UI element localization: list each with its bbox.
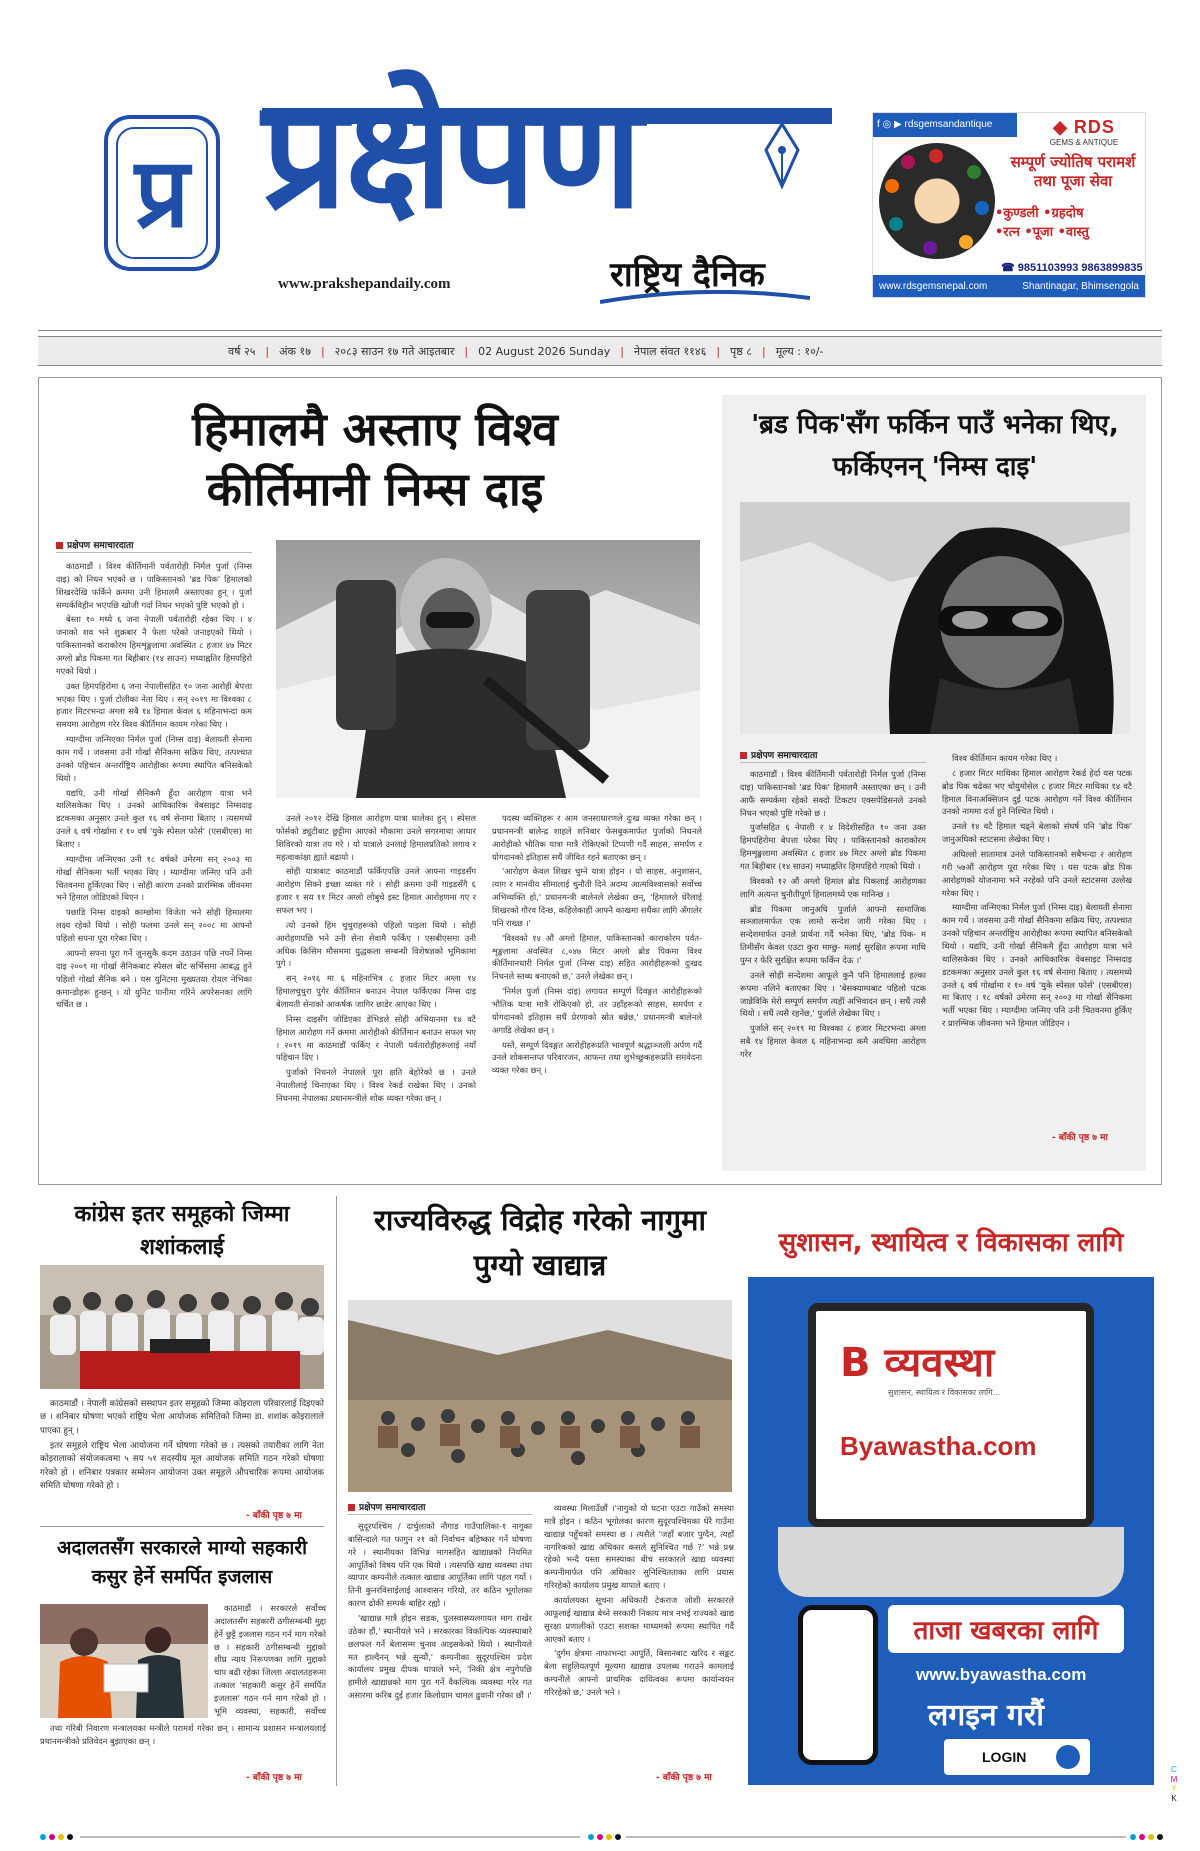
- court-body-narrow: काठमाडौं । सरकारले सर्वोच्च अदालतसँग सहकारी ठगीसम्बन्धी मुद्दा हेर्ने छुट्टै इजलास गठन गर्न माग गरेको छ । सहकारी ठगीसम्बन्धी मुद्दाको शीघ्र न्याय निरूपणका लागि मुद्दाको चाप बढी रहेका जिल्ला अदालतहरूमा तत्काल 'सहकारी कसुर हेर्ने समर्पित इजलास' गठन गर्न माग गरेको हो । भूमि व्यवस्था, सहकारी, सर्वोच्च: [214, 1603, 326, 1716]
- registration-dots-right: [1130, 1834, 1163, 1840]
- gems-brand-logo: ◆ RDS GEMS & ANTIQUE: [1049, 117, 1119, 147]
- english-date: 02 August 2026 Sunday: [478, 344, 611, 358]
- laptop-keyboard: [778, 1527, 1124, 1597]
- congress-headline[interactable]: कांग्रेस इतर समूहको जिम्मा शशांकलाई: [74, 1202, 290, 1260]
- court-handover-photo: [40, 1604, 208, 1718]
- byawastha-logo: B व्यवस्था: [840, 1340, 995, 1386]
- masthead-rule: [38, 330, 1162, 331]
- ad-address: Shantinagar, Bhimsengola: [1022, 280, 1139, 292]
- ad-footer: [873, 275, 1145, 297]
- ad-services: •कुण्डली •ग्रहदोष •रत्न •पूजा •वास्तु: [995, 206, 1089, 240]
- byawastha-tagline: सुशासन, स्थायित्व र विकासका लागि...: [888, 1388, 1001, 1397]
- lead-photo-climber: [276, 540, 700, 798]
- issue-info-strip: वर्ष २५ | अंक १७ | २०८३ साउन १७ गते आइतबार | 02 August 2026 Sunday | नेपाल संवत ११४६ | पृष्ठ ८ | मूल्य : १०/-: [38, 336, 1162, 366]
- congress-press-conference-photo: [40, 1265, 324, 1389]
- issue-number: अंक १७: [279, 344, 311, 358]
- pen-nib-icon: [760, 120, 804, 190]
- side-column-2: विश्व कीर्तिमान कायम गरेका थिए । ८ हजार मिटर माथिका हिमाल आरोहण रेकर्ड हेर्दा यस पटक ब्रोड पिक चढेका भए चोयुमोसेल ८ हजार मिटर माथिका १४ वटै हिमाल विनाअक्सिजन दुई पटक आरोहण गर्ने विश्व कीर्तिमान उनको नाममा दर्ज हुने निश्चित थियो । उनले १४ वटै हिमाल चढ्ने बेलाको संघर्ष पनि 'ब्रोड पिक' जानुअघिको स्टाटसमा लेखेका थिए । अघिल्लो सातामात्र उनले पाकिस्तानको सबैभन्दा २ आरोहण गरी ५७औं आरोहण पूरा गरेका थिए । यस पटक ब्रोड पिक आरोहणको योजनामा भने नरहेको पनि उनले स्टाटसमा उल्लेख गरेका थिए । म्याग्दीमा जन्मिएका निर्मल पुर्जा (निम्स दाइ) बेलायती सेनामा काम गर्थे । जवसमा उनी गोर्खा सैनिकमा सक्रिय थिए, तत्पश्चात उनको पहिचान अन्तर्राष्ट्रिय आरोहीका रूपमा स्थापित बनिसकेको थियो । यद्यपि, उनी गोर्खा सैनिकमै हुँदा आरोहण यात्रा भने थालिसकेका थिए । उनको आधिकारिक वेबसाइट निम्सदाइ डटकमका अनुसार उनले कुल १६ वर्ष सेनामा बिताए । त्यसमध्ये उनले ६ वर्ष गोर्खामा र १० वर्ष 'युके स्पेसल फोर्स' (एसबीएस) मा बिताए । १८ वर्षको उमेरमा सन् २००३ मा गोर्खा सैनिकमा भर्ती भएका थिए । म्याग्दीमा जन्मिए पनि उनी चितवनमा हुर्किए र प्रारम्भिक जीवनमा भने हिमाल जोडिएन ।: [942, 753, 1132, 1029]
- byawastha-url[interactable]: www.byawastha.com: [916, 1665, 1087, 1684]
- logo-glyph: प्र: [134, 137, 190, 249]
- congress-continued-link[interactable]: - बाँकी पृष्ठ ७ मा: [246, 1511, 302, 1521]
- ad-slogan: सुशासन, स्थायित्व र विकासका लागि: [748, 1205, 1154, 1277]
- khadya-village-photo: [348, 1300, 732, 1492]
- nepali-date: २०८३ साउन १७ गते आइतबार: [334, 344, 455, 358]
- gems-advert[interactable]: [872, 112, 1146, 298]
- court-body-wide: तथा गरिबी निवारण मन्त्रालयका मन्त्रीले परामर्श गरेका छन् । सामान्य प्रशासन मन्त्रालयलाई प्रधानमन्त्रीको प्रतिवेदन बुझाएका छन् ।: [40, 1723, 326, 1746]
- ad-phone-numbers: ☎ 9851103993 9863899835: [1001, 262, 1143, 274]
- login-call-to-action: लगइन गरौं: [928, 1698, 1044, 1733]
- side-continued-link[interactable]: - बाँकी पृष्ठ ७ मा: [1052, 1133, 1108, 1143]
- newspaper-title: प्रक्षेपण: [262, 68, 641, 242]
- side-photo-climber: [740, 502, 1130, 734]
- lead-column-3: पदस्थ व्यक्तिहरू र आम जनसाधारणले दुःख व्यक्त गरेका छन् । प्रधानमन्त्री बालेन्द्र शाहले शनिबार फेसबुकमार्फत पुर्जाको निधनले आरोहीको भौतिक यात्रा मात्रै रोकिएको टिप्पणी गर्दै साहस, समर्पण र योगदानको इतिहास सधैं जीवित रहने बताएका छन् । 'आरोहण केवल शिखर चुम्ने यात्रा होइन । यो साहस, अनुशासन, त्याग र मानवीय सीमालाई चुनौती दिने अदम्य आत्मविश्वासको सर्वोच्च अभिव्यक्ति हो,' प्रधानमन्त्री बालेनले लेखेका छन्, 'हिमालले धेरैलाई शिखरको गौरव दिन्छ, कहिलेकाहीं आफ्नै काखमा सधैंका लागि अँगालेर पनि राख्छ ।' 'विश्वको १४ औं अग्लो हिमाल, पाकिस्तानको काराकोरम पर्वत-शृङ्खलामा अवस्थित ८,०४७ मिटर अग्लो ब्रोड पिकमा विश्व कीर्तिमानधारी निर्मल पुर्जा (निम्स दाइ) सहित आरोहीहरूको दुःखद निधनले स्तब्ध बनाएको छ,' उनले लेखेका छन् । 'निर्मल पुर्जा (निम्स दाइ) लगायत सम्पूर्ण दिवङ्गत आरोहीहरूको भौतिक यात्रा मात्रै रोकिएको हो, तर उहाँहरूको साहस, समर्पण र योगदानको इतिहास सधैं प्रेरणाको स्रोत बन्नेछ,' प्रधानमन्त्री बालेनले अगाडि लेखेका छन् । यस्तै, सम्पूर्ण दिवङ्गत आरोहीहरूप्रति भावपूर्ण श्रद्धाञ्जली अर्पण गर्दै उनले शोकसन्तप्त परिवारजन, आफन्त तथा शुभेच्छुकहरूप्रति समवेदना व्यक्त गरेका छन् ।: [492, 813, 702, 1076]
- mobile-phone-image: [798, 1605, 878, 1765]
- side-column-1: काठमाडौं । विश्व कीर्तिमानी पर्वतारोही निर्मल पुर्जा (निम्स दाइ) पाकिस्तानको 'ब्रड पिक' हिमालमै अस्ताएका छन् । उनी आफैं सम्पर्कमा रहेको सक्दो टिकटप एक्सपेडिसनले उनको निधन भएको पुष्टि गरेको छ । पुर्जासहित ६ नेपाली र ४ विदेशीसहित १० जना उक्त हिमपहिरोमा बेपत्ता परेका थिए । पाकिस्तानको काराकोरम हिमशृङ्खलामा अवस्थित ८ हजार ४७ मिटर अग्लो ब्रोड पिकमा गत बिहीबार (१४ साउन) मध्याह्नतिर हिमपहिरो गएको थियो । विश्वको १२ औं अग्लो हिमाल ब्रोड पिकलाई आरोहणका लागि अत्यन्त चुनौतीपूर्ण हिमालमध्ये एक मानिन्छ । ब्रोड पिकमा जानुअघि पुर्जाले आफ्नो सामाजिक सञ्जालमार्फत एक लामो सन्देश जारी गरेका थिए । सन्देशमार्फत उनले प्रार्थना गर्दै भनेका थिए, 'ब्रोड पिक- म तिमीसँग केवल एउटा कुरा माग्छु- मलाई सुरक्षित रूपमा माथि पुग्न र फेरि सुरक्षित रूपमा फर्किन देऊ ।' उनले सोही सन्देशमा आफूले कुनै पनि हिमाललाई हल्का रूपमा नलिने बताएका थिए । 'बेसक्याम्पबाट पहिलो पटक जान्नेविकि मेरो सम्पूर्ण समर्पण त्यहीं अभिवादन छन् । सधैं त्यसै थियो । सधैं त्यसै रहनेछ,' पुर्जाले लेखेका थिए । पुर्जाले सन् २०१९ मा विश्वका ८ हजार मिटरभन्दा अग्ला सबै १४ हिमाल केवल ६ महिनाभन्दा कमै अवधिमा आरोहण गरेर: [740, 769, 926, 1060]
- byawastha-advert[interactable]: [748, 1205, 1154, 1785]
- khadya-column-2: व्यवस्था मिलाउँछौं ।'नागुको यो घटना एउटा गाउँको समस्या मात्रै होइन । कठिन भूगोलका कारण सुदूरपश्चिमका धेरै गाउँमा खाद्यान्न पहुँचको समस्या छ । त्यसैले 'जहाँ बजार पुग्दैन, त्यहाँ नागरिकको खाद्य अधिकार कसले सुनिश्चित गर्छ ?' भन्ने प्रश्न रहेको भन्दै यस्ता समस्याका बीच सरकारले खाद्य व्यवस्था कम्पनीमार्फत पनि अधिकार सुनिश्चितताका लागि प्रयास गरिरहेको कार्यालय प्रमुख थापाले बताए । कार्यालयका सूचना अधिकारी टेकराज जोशी सरकारले आफूलाई खाद्यान्न बेच्ने सरकारी निकाय मात्र नभई राज्यको खाद्य सुरक्षा प्रणालीको एउटा सशक्त माध्यमको रूपमा स्थापित गर्दै आएको बताए । 'दुर्गम क्षेत्रमा नाफाभन्दा आपूर्ति, बिसानबाट खरिद र सङ्कट बेला सहुलियतपूर्ण मूल्यमा खाद्यान्न उपलब्ध गराउने कामलाई कम्पनीले आफ्नो प्राथमिक दायित्वका रूपमा कार्यान्वयन गरिरहेको छ,' उनले भने ।: [544, 1503, 734, 1698]
- ad-headline: सम्पूर्ण ज्योतिष परामर्श तथा पूजा सेवा: [1010, 153, 1136, 190]
- khadya-headline[interactable]: राज्यविरुद्ध विद्रोह गरेको नागुमा पुग्यो खाद्यान्न: [374, 1203, 706, 1282]
- khadya-column-1: सुदूरपश्चिम / दार्चुलाको नौगाड गाउँपालिका-१ नागुका बासिन्दाले गत फागुन २१ को निर्वाचन बहिष्कार गर्ने घोषणा गरे । स्थानीयका विभिन्न मागसहित खाद्यान्नको नियमित आपूर्तिको विषय पनि एक थियो । त्यसपछि खाद्य व्यवस्था तथा व्यापार कम्पनीले तत्काल खाद्यान्न आपूर्तिका लागि पहल गर्यो । तिनी कुनरविसाईलाई आश्वासन गरियो, तर कठिन भूगोलका कारण ढोकी सम्पर्क बाहिर रह्यो । 'खाद्यान्न मात्रै होइन सडक, पुलस्वास्थ्यलगायत माग राखेर उठेका हौं,' स्थानीयले भने । सरकारका विकल्पिक व्यवस्थाबारे छलफल गर्ने बेलासम्म चुनाव आइसकेको थियो । स्थानीयले मत हाल्दैनन् भन्ने सुन्यौं,' कम्पनीका सुदूरपश्चिम प्रदेश कार्यालय प्रमुख दीपक थापाले भने, 'निकी क्षेत्र नपुगेपछि हामीले खाद्यान्नको माग पुरा गर्ने वैकल्पिक व्यवस्था गरेर गत असारमा करिब दुई हजार किलोग्राम चामल ढुवानी गरेका छौं ।': [348, 1521, 532, 1701]
- khadya-continued-link[interactable]: - बाँकी पृष्ठ ७ मा: [656, 1773, 712, 1783]
- side-headline[interactable]: 'ब्रड पिक'सँग फर्किन पाउँ भनेका थिए, फर्किएनन् 'निम्स दाइ': [751, 410, 1119, 482]
- login-button[interactable]: LOGIN: [944, 1739, 1090, 1775]
- price: मूल्य : १०/-: [775, 344, 824, 358]
- registration-dots-center: [588, 1834, 621, 1840]
- lead-byline: प्रक्षेपण समाचारदाता: [56, 538, 133, 551]
- cmyk-marks: C M Y K: [1170, 1765, 1178, 1803]
- court-headline[interactable]: अदालतसँग सरकारले माग्यो सहकारी कसुर हेर्ने समर्पित इजलास: [56, 1537, 308, 1589]
- ad-social-handle: f ◎ ▶ rdsgemsandantique: [873, 113, 1017, 137]
- masthead: [0, 0, 1200, 330]
- court-continued-link[interactable]: - बाँकी पृष्ठ ७ मा: [246, 1773, 302, 1783]
- byawastha-site[interactable]: Byawastha.com: [840, 1431, 1037, 1461]
- user-icon: [1056, 1745, 1080, 1769]
- nepal-samvat: नेपाल संवत ११४६: [633, 344, 707, 358]
- lead-headline[interactable]: हिमालमै अस्ताए विश्व कीर्तिमानी निम्स दाइ: [192, 402, 558, 516]
- newspaper-logo[interactable]: [104, 115, 220, 271]
- registration-dots-left: [40, 1834, 73, 1840]
- gems-image: [879, 143, 995, 259]
- lead-column-2: उनले २०१२ देखि हिमाल आरोहण यात्रा थालेका हुन् । स्पेसल फोर्सको ड्युटीबाट छुट्टीमा आएको मौकामा उनले सगरमाथा आधार शिविरको यात्रा तय गरे । यो यात्राले उनलाई हिमालप्रतिको लगाव र महत्वाकांक्षा ह्याते बढायो । सोही यात्राबाट काठमाडौं फर्किएपछि उनले आफ्ना गाइडसँग आरोहण सिक्ने इच्छा व्यक्त गरे । सोही क्रममा उनी गाइडसँगै ६ हजार १ सय ११ मिटर अग्लो लोबुचे इस्ट हिमाल आरोहणमा गए र सफल भए । त्यो उनको हिम चुचुराहरूको पहिलो पाइला थियो । सोही आरोहणपछि भने उनी सेना सेवामै फर्किए । एसबीएसमा उनी अधिक किसिम मौसममा युद्धकला सम्बन्धी विशेषज्ञको भूमिकामा पुगे । सन् २०१६ मा ६ महिनाभित्र ८ हजार मिटर अग्ला १४ हिमालचुचुरा पुगेर कीर्तिमान बनाउन नेपाल फर्किएका निम्स दाइ बेलायती सेनाको आकर्षक जागिर छाडेर आएका थिए । निम्स दाइसँग जोडिएका डेभिडले सोही अभियानमा १४ वटै हिमाल आरोहण गर्ने क्रममा आरोहीको कीर्तिमान बनाउन सफल भए । २०१९ मा काठमाडौं फर्किए र नेपाली पर्वतारोहीहरूलाई नयाँ पहिचान दिए । पुर्जाको निधनले नेपालले पूरा क्षति बेहोरेको छ । उनले नेपालीलाई चिनाएका थिए । विश्व रेकर्ड राखेका थिए । उनको निधनमा नेपालका प्रधानमन्त्रीले शोक व्यक्त गरेका छन् ।: [276, 813, 476, 1104]
- subtitle-swoosh: [600, 290, 810, 304]
- volume-year: वर्ष २५: [228, 344, 256, 358]
- page-count: पृष्ठ ८: [730, 344, 752, 358]
- khadya-byline: प्रक्षेपण समाचारदाता: [348, 1500, 425, 1513]
- ad-website[interactable]: www.rdsgemsnepal.com: [879, 280, 988, 292]
- fresh-news-banner: ताजा खबरका लागि: [888, 1605, 1124, 1653]
- newspaper-website[interactable]: www.prakshepandaily.com: [278, 276, 451, 292]
- newspaper-subtitle: राष्ट्रिय दैनिक: [610, 255, 765, 295]
- lead-column-1: काठमाडौं । विश्व कीर्तिमानी पर्वतारोही निर्मल पुर्जा (निम्स दाइ) को निधन भएको छ । पाकिस्तानको 'ब्रड पिक' हिमालको शिखरदेखि फर्किने क्रममा उनी हिमालमै अस्ताएका हुन् । पुर्जा सम्पर्कविहीन भएपछि खोजी गर्दा निधन भएको पुष्टि भएको हो । बेस्ता १० मध्ये ६ जना नेपाली पर्वतारोही रहेका थिए । ४ जनाको शव भने शुक्रबार नै फेला परेको जनाइएको थियो । पाकिस्तानको कराकोरम हिमशृङ्खलामा अवस्थित ८ हजार ४७ मिटर अग्लो ब्रोड पिकमा गत बिहीबार (१४ साउन) मध्याह्नतिर हिमपहिरो गएको थियो । उक्त हिमपहिरोमा ६ जना नेपालीसहित १० जना आरोही बेपत्ता भएका थिए । पुर्जा टोलीका नेता थिए । सन् २०१९ मा विश्वका ८ हजार मिटरभन्दा अग्ला सबै १४ हिमाल केवल ६ महिनाभन्दा कम समयमा आरोहण गरेर विश्व कीर्तिमान कायम गरेका थिए । म्याग्दीमा जन्मिएका निर्मल पुर्जा (निम्स दाइ) बेलायती सेनामा काम गर्थे । जवसमा उनी गोर्खा सैनिकमा सक्रिय थिए, तत्पश्चात उनको पहिचान अन्तर्राष्ट्रिय आरोहीका रूपमा स्थापित बनिसकेको थियो । यद्यपि, उनी गोर्खा सैनिकमै हुँदा आरोहण यात्रा भने थालिसकेका थिए । उनको आधिकारिक वेबसाइट निम्सदाइ डटकमका अनुसार उनले कुल १६ वर्ष सेनामा बिताए । त्यसमध्ये उनले ६ वर्ष गोर्खामा र १० वर्ष 'युके स्पेसल फोर्स' (एसबीएस) मा बिताए । म्याग्दीमा जन्मिएका उनी १८ वर्षको उमेरमा सन् २००३ मा गोर्खा सैनिकमा भर्ती भएका थिए । म्याग्दीमा जन्मिए पनि उनी चितवनमा हुर्किएका थिए । सोही कारण उनको प्रारम्भिक जीवनमा भने हिमाल जोडिएको थिएन । पछाडि निम्स दाइको काम्छोमा विजेता भने सोही हिमालमा लक्ष्य रहेको थियो । सोही फलमा उनले सन् २००८ मा आफ्नो पहिलो सपना पूरा गरेका थिए । आफ्नो सपना पूरा गर्ने जुनसुकै कदम उठाउन पछि नपर्ने निम्स दाइ २००९ मा गोर्खा सैनिकबाट स्पेसल बोट सर्भिसमा आबद्ध हुने पहिलो गोर्खा सैनिक बने । यस युनिटमा मुख्यतया रोयल नेभिका कमान्डोहरू हुन्छन् । यो युनिट पानीमा गरिने अपरेसनका लागि चर्चित छ ।: [56, 561, 252, 1010]
- congress-body: काठमाडौं । नेपाली कांग्रेसको सस्थापन इतर समूहको जिम्मा कोइराला परिवारलाई दिइएको छ । शनिबार घोषणा भएको राष्ट्रिय भेला आयोजक समितिको जिम्मा डा. शशांक कोइरालाले पाएका हुन् । इतर समूहले राष्ट्रिय भेला आयोजना गर्ने घोषणा गरेको छ । त्यसको तयारीका लागि नेता कोइरालाको संयोजकत्वमा ५ सय ५१ सदस्यीय मूल आयोजक समिति गठन गरेको घोषणा गरेको हो । शनिबार पत्रकार सम्मेलन आयोजना उक्त समूहले औपचारिक रूपमा आयोजक समिति घोषणा गरेको हो ।: [40, 1399, 324, 1491]
- side-byline: प्रक्षेपण समाचारदाता: [740, 748, 817, 761]
